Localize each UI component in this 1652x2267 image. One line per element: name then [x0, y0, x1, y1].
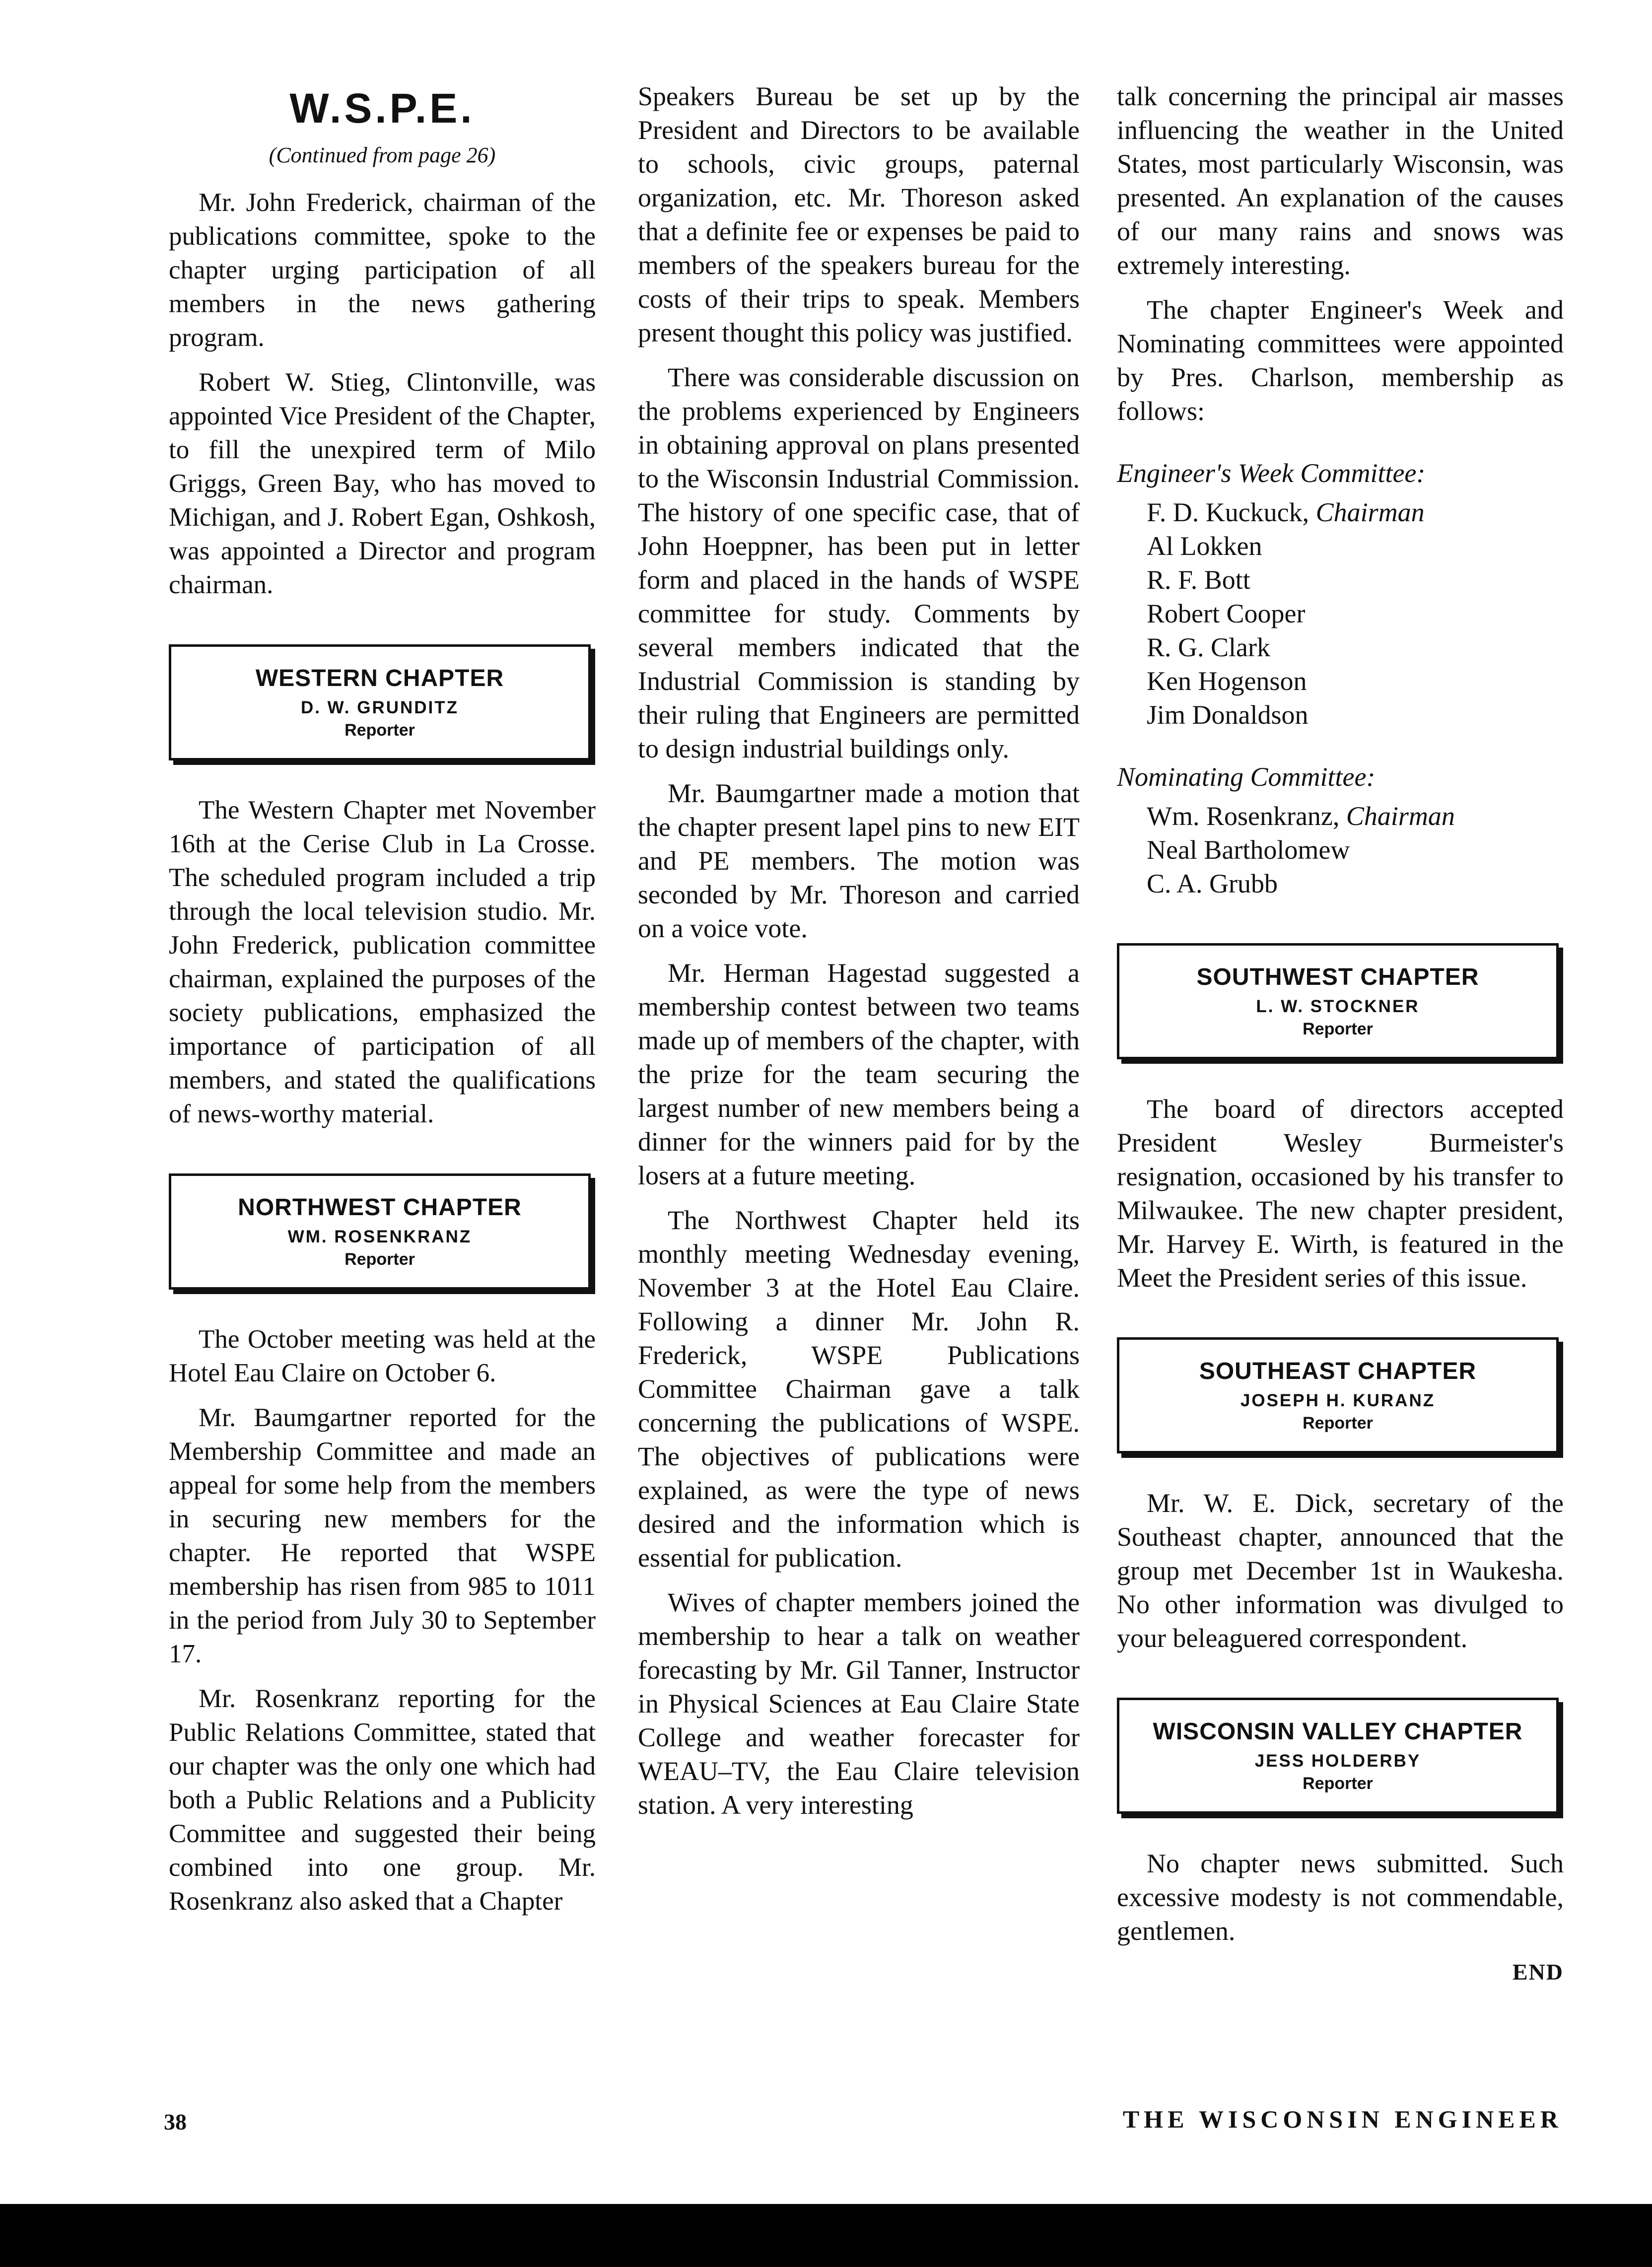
chair-name: F. D. Kuckuck,: [1147, 497, 1309, 527]
paragraph: The chapter Engineer's Week and Nominating committees were appointed by Pres. Charlson, membership as follows:: [1117, 295, 1564, 426]
list-item: [1147, 799, 1564, 833]
chapter-name: SOUTHWEST CHAPTER: [1196, 964, 1479, 990]
chapter-name: WESTERN CHAPTER: [255, 665, 504, 691]
chapter-name: SOUTHEAST CHAPTER: [1199, 1358, 1477, 1384]
paragraph: Mr. Herman Hagestad suggested a membership contest between two teams made up of members of the chapter, with the prize for the team securing the largest number of new members being a dinner for the winners paid for by the losers at a future meeting.: [638, 958, 1080, 1190]
chapter-header-southeast: [1117, 1337, 1559, 1453]
chapter-name: NORTHWEST CHAPTER: [238, 1194, 522, 1221]
chapter-reporter: D. W. GRUNDITZ: [300, 698, 459, 717]
chair-role: Chairman: [1315, 497, 1425, 527]
list-item: R. F. Bott: [1147, 565, 1250, 595]
reporter-role: Reporter: [344, 721, 415, 740]
paragraph: The board of directors accepted President Wesley Burmeister's resignation, occasioned by his transfer to Milwaukee. The new chapter president, Mr. Harvey E. Wirth, is featured in the Meet the President series of this issue.: [1117, 1094, 1564, 1293]
chair-name: Wm. Rosenkranz,: [1147, 801, 1340, 831]
paragraph: talk concerning the principal air masses influencing the weather in the United States, most particularly Wisconsin, was presented. An explanation of the causes of our many rains and snows was extremely interesting.: [1117, 81, 1564, 280]
paragraph: There was considerable discussion on the problems experienced by Engineers in obtaining approval on plans presented to the Wisconsin Industrial Commission. The history of one specific case, that of John Hoeppner, has been put in letter form and placed in the hands of WSPE committee for study. Comments by several members indicated that the Industrial Commission is standing by their ruling that Engineers are permitted to design industrial buildings only.: [638, 362, 1080, 763]
paragraph: Mr. Rosenkranz reporting for the Public Relations Committee, stated that our chapter was the only one which had both a Public Relations and a Publicity Committee and suggested their being combined into one group. Mr. Rosenkranz also asked that a Chapter: [169, 1684, 596, 1916]
list-item: Robert Cooper: [1147, 599, 1306, 628]
list-item: [1147, 495, 1564, 529]
end-mark: END: [1512, 1959, 1564, 1985]
reporter-role: Reporter: [344, 1250, 415, 1269]
reporter-role: Reporter: [1303, 1020, 1373, 1038]
paragraph: Mr. Baumgartner made a motion that the chapter present lapel pins to new EIT and PE members. The motion was seconded by Mr. Thoreson and carried on a voice vote.: [638, 778, 1080, 943]
magazine-name: THE WISCONSIN ENGINEER: [1122, 2105, 1563, 2133]
chapter-header-wisconsin-valley: [1117, 1698, 1559, 1814]
continuation-note: (Continued from page 26): [269, 143, 496, 167]
chapter-reporter: WM. ROSENKRANZ: [287, 1227, 472, 1246]
column-1: [169, 79, 596, 1929]
chapter-reporter: JESS HOLDERBY: [1254, 1751, 1421, 1771]
paragraph: Wives of chapter members joined the membership to hear a talk on weather forecasting by Mr. Gil Tanner, Instructor in Physical Sciences at Eau Claire State College and weather forecaster for WEAU–TV, the Eau Claire television station. A very interesting: [638, 1587, 1080, 1820]
list-item: Neal Bartholomew: [1147, 835, 1350, 865]
column-3: [1117, 79, 1564, 1985]
chapter-reporter: JOSEPH H. KURANZ: [1240, 1391, 1436, 1410]
chapter-name: WISCONSIN VALLEY CHAPTER: [1153, 1718, 1523, 1745]
scan-border: [0, 2204, 1652, 2267]
paragraph: No chapter news submitted. Such excessive modesty is not commendable, gentlemen.: [1117, 1849, 1564, 1946]
paragraph: Mr. W. E. Dick, secretary of the Southeast chapter, announced that the group met December 1st in Waukesha. No other information was divulged to your beleaguered correspondent.: [1117, 1488, 1564, 1653]
reporter-role: Reporter: [1303, 1774, 1373, 1793]
page-number: 38: [164, 2109, 187, 2134]
chapter-reporter: L. W. STOCKNER: [1256, 997, 1420, 1016]
paragraph: The October meeting was held at the Hotel Eau Claire on October 6.: [169, 1325, 596, 1387]
paragraph: Mr. John Frederick, chairman of the publications committee, spoke to the chapter urging participation of all members in the news gathering program.: [169, 188, 596, 352]
chapter-header-western: [169, 644, 591, 760]
reporter-role: Reporter: [1303, 1414, 1373, 1433]
list-item: C. A. Grubb: [1147, 869, 1278, 898]
engineers-week-committee-title: Engineer's Week Committee:: [1117, 458, 1426, 488]
chapter-header-northwest: [169, 1173, 591, 1290]
chapter-header-southwest: [1117, 943, 1559, 1059]
paragraph: Mr. Baumgartner reported for the Membership Committee and made an appeal for some help from the members in securing new members for the chapter. He reported that WSPE membership has risen from 985 to 1011 in the period from July 30 to September 17.: [169, 1403, 596, 1668]
nominating-committee-list: [1117, 799, 1564, 900]
nominating-committee-title: Nominating Committee:: [1117, 762, 1376, 792]
list-item: Al Lokken: [1147, 531, 1262, 561]
paragraph: Speakers Bureau be set up by the President and Directors to be available to schools, civic groups, paternal organization, etc. Mr. Thoreson asked that a definite fee or expenses be paid to members of the speakers bureau for the costs of their trips to speak. Members present thought this policy was justified.: [638, 81, 1080, 347]
paragraph: The Northwest Chapter held its monthly meeting Wednesday evening, November 3 at the Hotel Eau Claire. Following a dinner Mr. John R. Frederick, WSPE Publications Committee Chairman gave a talk concerning the publications of WSPE. The objectives of publications were explained, as were the type of news desired and the information which is essential for publication.: [638, 1205, 1080, 1573]
column-2: [638, 79, 1080, 1833]
list-item: Jim Donaldson: [1147, 700, 1308, 730]
paragraph: Robert W. Stieg, Clintonville, was appointed Vice President of the Chapter, to fill the unexpired term of Milo Griggs, Green Bay, who has moved to Michigan, and J. Robert Egan, Oshkosh, was appointed a Director and program chairman.: [169, 368, 596, 599]
list-item: R. G. Clark: [1147, 632, 1270, 662]
engineers-week-committee-list: [1117, 495, 1564, 732]
article-title: W.S.P.E.: [289, 85, 475, 132]
list-item: Ken Hogenson: [1147, 666, 1307, 696]
chair-role: Chairman: [1346, 801, 1455, 831]
paragraph: The Western Chapter met November 16th at the Cerise Club in La Crosse. The scheduled program included a trip through the local television studio. Mr. John Frederick, publication committee chairman, explained the purposes of the society publications, emphasized the importance of participation of all members, and stated the qualifications of news-worthy material.: [169, 796, 596, 1128]
